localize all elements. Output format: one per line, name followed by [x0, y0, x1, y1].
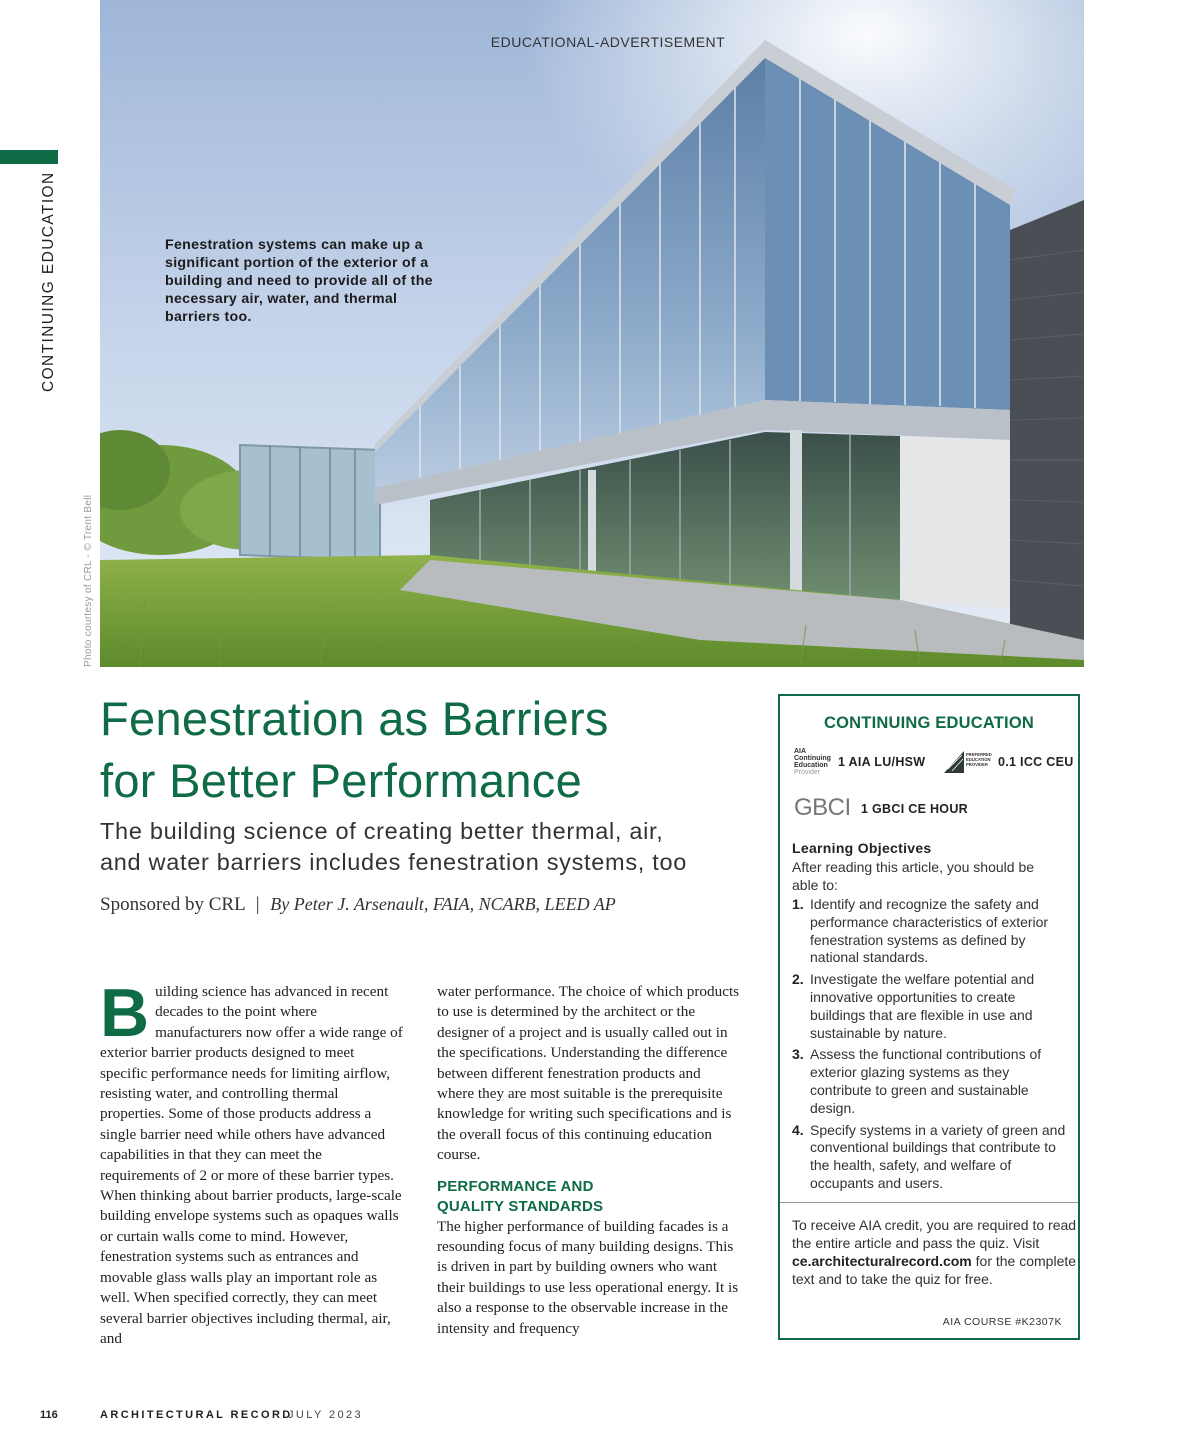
- objective-text: Assess the functional contributions of exterior glazing systems as they contribute to green and sustainable design.: [810, 1046, 1042, 1116]
- body-column-2: [437, 982, 740, 1339]
- author-text: By Peter J. Arsenault, FAIA, NCARB, LEED AP: [270, 894, 616, 914]
- subtitle-line-2: and water barriers includes fenestration systems, too: [100, 849, 687, 875]
- ce-website-link[interactable]: ce.architecturalrecord.com: [792, 1253, 972, 1269]
- issue-date: JULY 2023: [288, 1409, 364, 1421]
- article-subtitle: [100, 816, 760, 878]
- body-paragraph-2: water performance. The choice of which products to use is determined by the architect or the designer of a project and is usually called out in the specifications. Understanding the difference between different fenestration products and where they are most suitable is the prerequisite knowledge for writing such specifications and is the overall focus of this continuing education course.: [437, 983, 740, 1164]
- article-title: [100, 688, 750, 812]
- objective-text: Investigate the welfare potential and innovative opportunities to create buildings that are flexible in use and sustainable by nature.: [810, 971, 1035, 1041]
- magazine-name: ARCHITECTURAL RECORD: [100, 1409, 293, 1421]
- learning-objectives-list: [792, 896, 1074, 1197]
- aia-course-number: AIA COURSE #K2307K: [942, 1316, 1062, 1328]
- objective-number: 1.: [792, 896, 804, 912]
- body-paragraph-1: uilding science has advanced in recent decades to the point where manufacturers now offer a wide range of exterior barrier products designed to meet specific performance needs for limiting airflow, resisting water, and controlling thermal properties. Some of those products address a single barrier need while others have advanced capabilities in that they can meet the requirements of 2 or more of these barrier types. When thinking about barrier products, large-scale building envelope systems such as opaques walls or curtain walls come to mind. However, fenestration systems such as entrances and movable glass walls play an important role as well. When specified correctly, they can meet several barrier objectives including thermal, air, and: [100, 983, 403, 1347]
- objective-number: 3.: [792, 1046, 804, 1063]
- body-paragraph-3: The higher performance of building facades is a resounding focus of many building designs. This is driven in part by building owners who want their buildings to use less operational energy. It is also a response to the observable increase in the intensity and frequency: [437, 1217, 739, 1337]
- page-number: 116: [40, 1409, 58, 1421]
- objective-number: 4.: [792, 1121, 804, 1138]
- aia-logo-line-3: Education: [794, 762, 828, 769]
- section-heading: [437, 1177, 740, 1217]
- ce-box-title: CONTINUING EDUCATION: [824, 714, 1034, 732]
- section-heading-line-1: PERFORMANCE AND: [437, 1177, 594, 1195]
- building-illustration: [100, 0, 1084, 667]
- ce-box-divider: [780, 1202, 1078, 1203]
- photo-credit: Photo courtesy of CRL - © Trent Bell: [83, 494, 94, 667]
- icc-logo: [944, 751, 992, 773]
- continuing-education-box: [778, 694, 1080, 1340]
- note-text-after: for the complete text and to take the quiz for free.: [792, 1253, 1077, 1287]
- title-line-2: for Better Performance: [100, 754, 583, 807]
- advertisement-label: EDUCATIONAL-ADVERTISEMENT: [490, 34, 726, 50]
- list-item: [792, 971, 1074, 1042]
- aia-ces-logo: [794, 748, 838, 776]
- objective-text: Identify and recognize the safety and performance characteristics of exterior fenestration systems as defined by national standards.: [810, 896, 1049, 966]
- photo-caption: Fenestration systems can make up a significant portion of the exterior of a building and need to provide all of the necessary air, water, and thermal barriers too.: [165, 237, 433, 325]
- aia-credit: 1 AIA LU/HSW: [838, 755, 926, 769]
- aia-logo-line-1: AIA: [794, 748, 807, 755]
- note-text-before: To receive AIA credit, you are required to read the entire article and pass the quiz. Visit: [792, 1217, 1077, 1251]
- list-item: [792, 1046, 1074, 1117]
- subtitle-line-1: The building science of creating better thermal, air,: [100, 818, 664, 844]
- icc-credit: 0.1 ICC CEU: [998, 755, 1074, 769]
- gbci-credit: 1 GBCI CE HOUR: [861, 802, 968, 816]
- objective-number: 2.: [792, 971, 804, 988]
- byline: [100, 894, 616, 916]
- sponsor-text: Sponsored by CRL: [100, 894, 245, 915]
- aia-logo-line-2: Continuing: [794, 755, 831, 762]
- aia-credit-note: [792, 1216, 1077, 1288]
- side-tab-bar: [0, 150, 58, 164]
- aia-logo-line-4: Provider: [794, 769, 821, 776]
- hero-photo: [100, 0, 1084, 667]
- drop-cap: B: [100, 975, 150, 1051]
- side-tab-label: CONTINUING EDUCATION: [40, 171, 57, 392]
- objective-text: Specify systems in a variety of green and conventional buildings that contribute to the health, safety, and welfare of occupants and users.: [810, 1121, 1066, 1191]
- learning-objectives-heading: Learning Objectives: [792, 840, 932, 856]
- list-item: [792, 1122, 1074, 1193]
- body-column-1: [100, 975, 403, 1349]
- learning-objectives-intro: After reading this article, you should be able to:: [792, 859, 1035, 893]
- title-line-1: Fenestration as Barriers: [100, 692, 609, 745]
- gbci-logo: GBCI: [794, 794, 851, 821]
- section-heading-line-2: QUALITY STANDARDS: [437, 1197, 604, 1215]
- list-item: [792, 896, 1074, 967]
- byline-separator: |: [255, 894, 260, 915]
- icc-logo-text: PREFERRED EDUCATION PROVIDER: [966, 752, 992, 767]
